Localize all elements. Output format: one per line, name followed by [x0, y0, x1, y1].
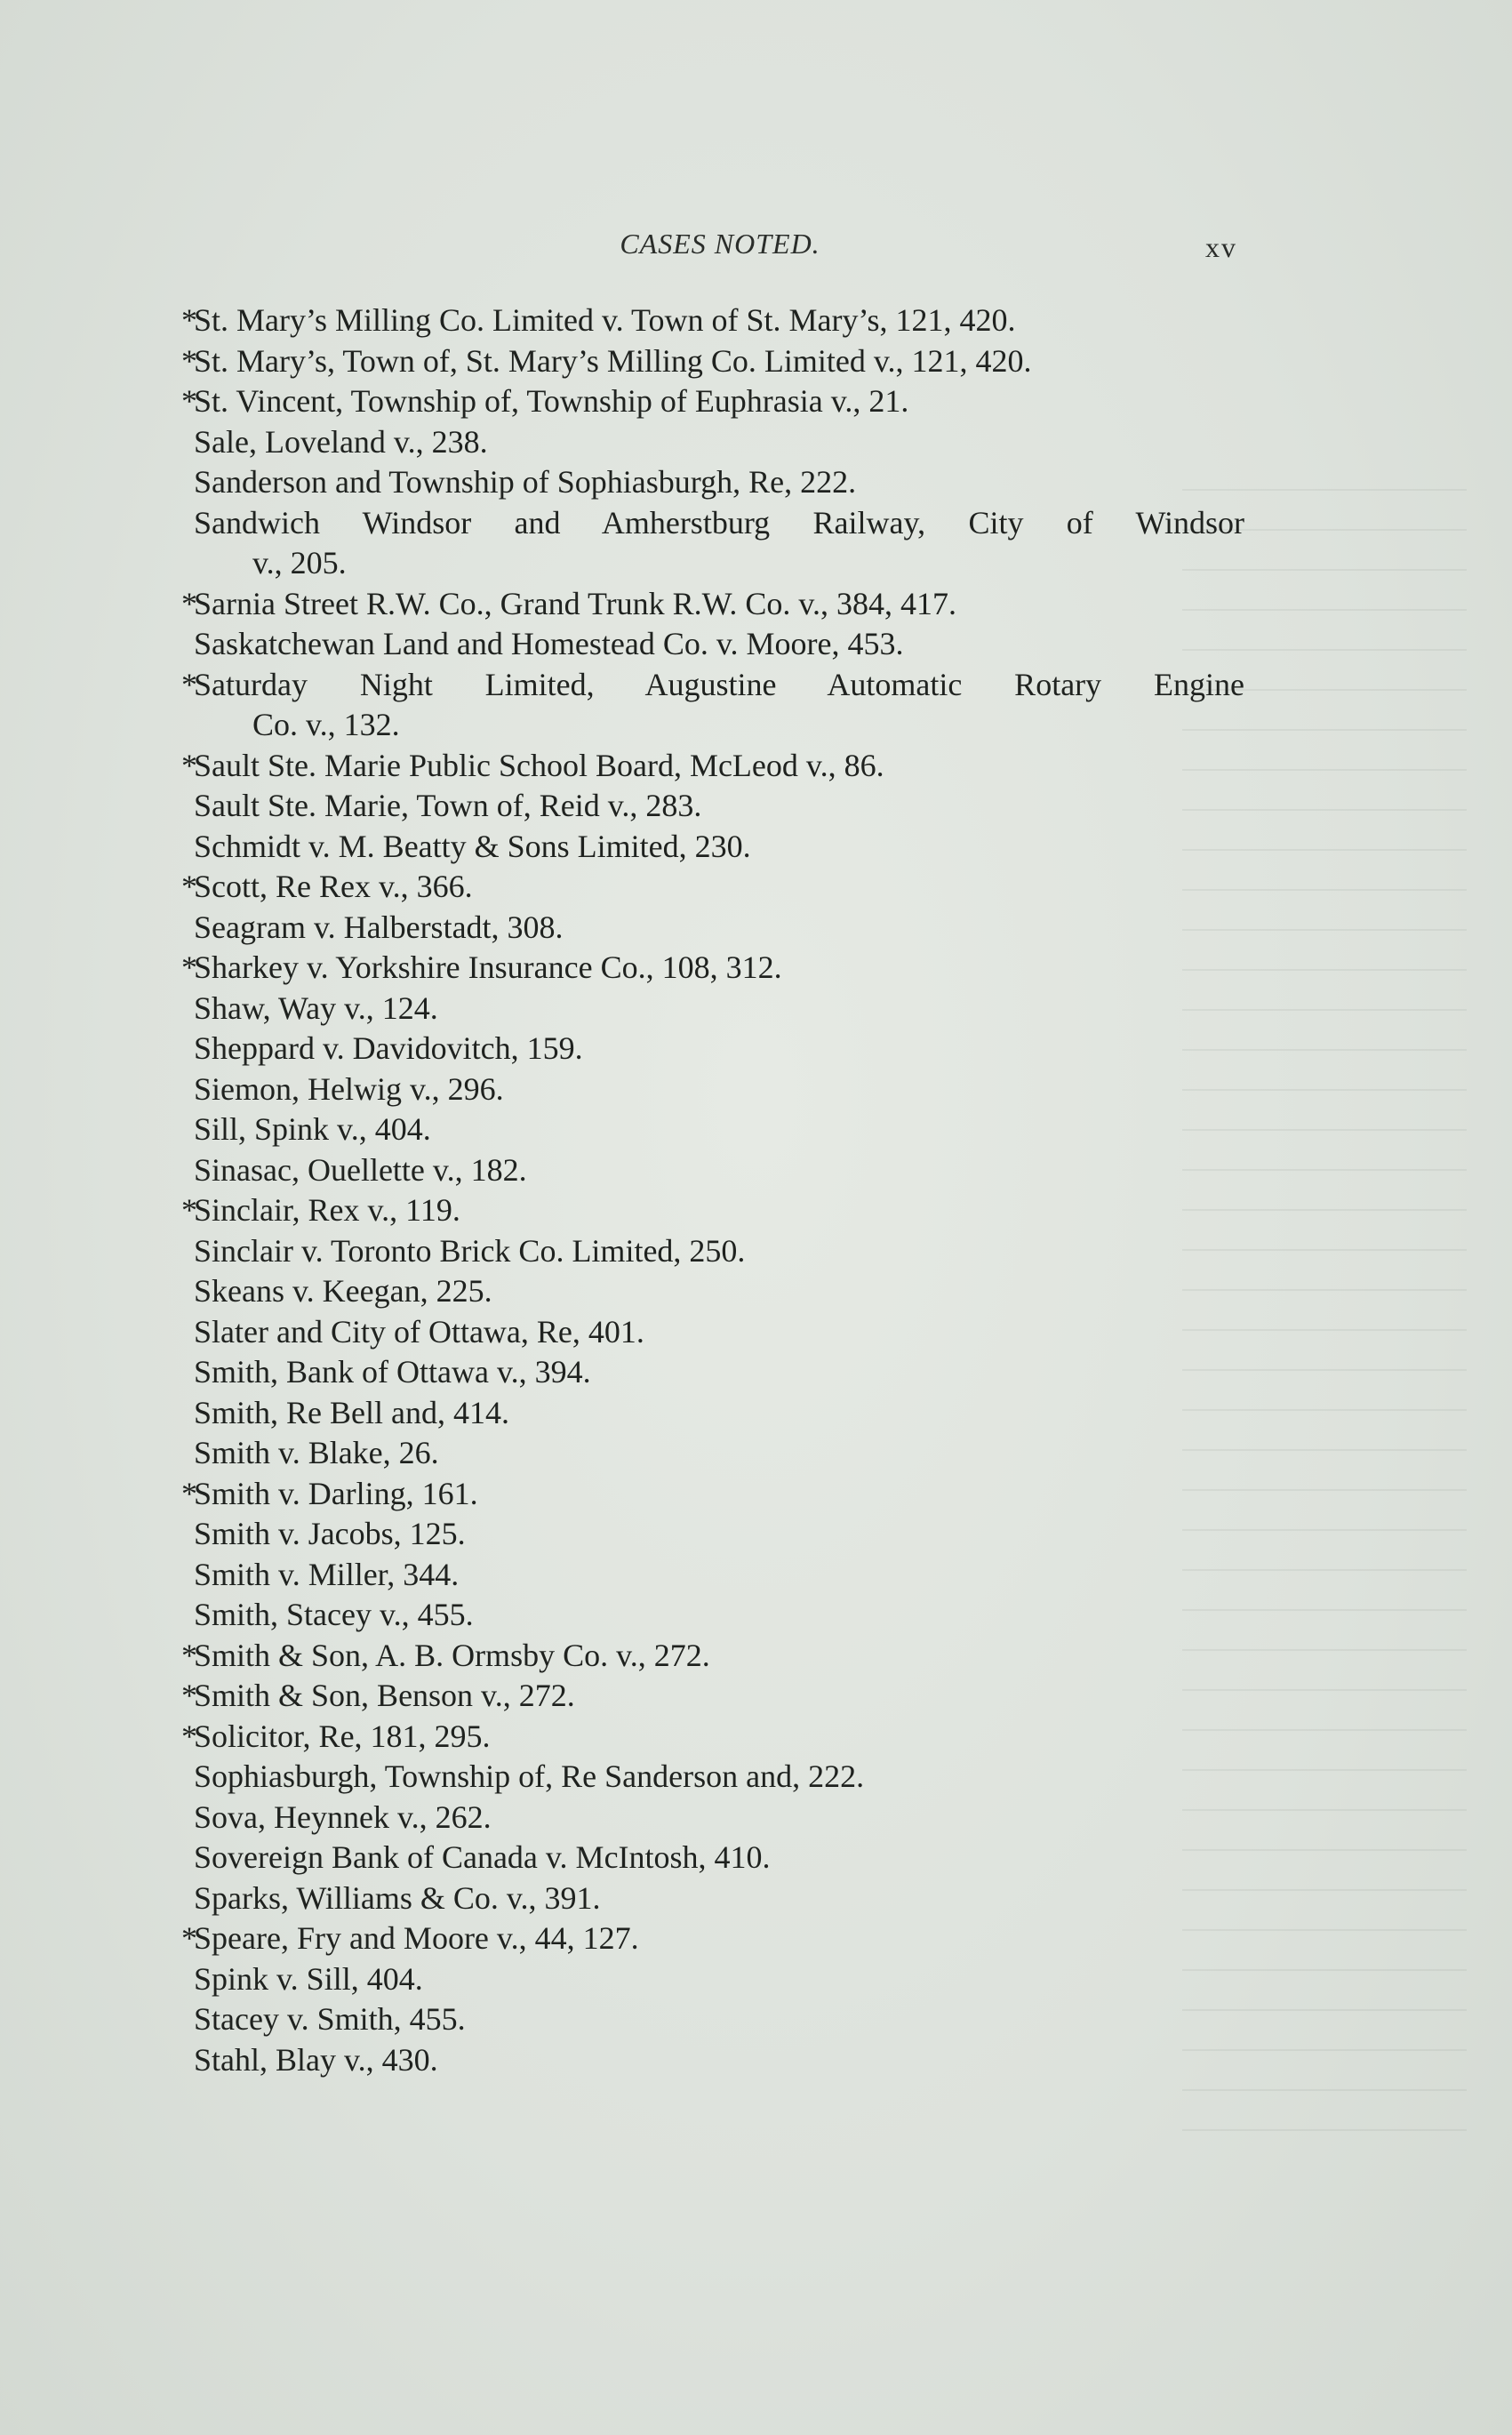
entry-text: Smith & Son, A. B. Ormsby Co. v., 272. — [194, 1637, 710, 1673]
case-entry — [0, 1636, 1512, 1677]
case-entry — [0, 341, 1512, 382]
case-entry — [0, 1312, 1512, 1353]
asterisk-mark: * — [181, 869, 197, 904]
case-entry — [0, 624, 1512, 665]
asterisk-mark: * — [181, 666, 197, 702]
case-entry — [0, 1069, 1512, 1110]
entry-text: Siemon, Helwig v., 296. — [194, 1070, 504, 1107]
case-entry — [0, 381, 1512, 422]
entry-text: Sophiasburgh, Township of, Re Sanderson and, 222. — [194, 1758, 865, 1794]
case-entry — [0, 1109, 1512, 1150]
entry-text: Sinasac, Ouellette v., 182. — [194, 1151, 527, 1188]
asterisk-mark: * — [181, 1475, 197, 1511]
case-entry — [0, 2040, 1512, 2081]
case-entry — [0, 1271, 1512, 1312]
entry-text: Smith, Stacey v., 455. — [194, 1597, 474, 1632]
entry-text: v., 205. — [252, 545, 347, 581]
case-entry — [0, 1595, 1512, 1636]
entry-text: Speare, Fry and Moore v., 44, 127. — [194, 1920, 639, 1956]
entry-text: Smith, Re Bell and, 414. — [194, 1394, 509, 1430]
case-entry — [0, 300, 1512, 341]
case-entry — [0, 1918, 1512, 1959]
case-list — [0, 300, 1512, 2080]
case-entry — [0, 422, 1512, 463]
entry-text: Skeans v. Keegan, 225. — [194, 1273, 492, 1309]
entry-text: Seagram v. Halberstadt, 308. — [194, 909, 564, 945]
entry-text: Sault Ste. Marie, Town of, Reid v., 283. — [194, 788, 702, 823]
case-entry — [0, 1231, 1512, 1272]
entry-text: Sarnia Street R.W. Co., Grand Trunk R.W. Co. v., 384, 417. — [194, 585, 957, 621]
entry-text: Schmidt v. M. Beatty & Sons Limited, 230. — [194, 828, 751, 864]
entry-text: Smith v. Miller, 344. — [194, 1556, 460, 1592]
case-entry — [0, 503, 1512, 544]
case-entry — [0, 746, 1512, 787]
entry-text: Sova, Heynnek v., 262. — [194, 1798, 492, 1835]
asterisk-mark: * — [181, 949, 197, 985]
entry-text: Sinclair, Rex v., 119. — [194, 1192, 460, 1228]
case-entry — [0, 1555, 1512, 1596]
case-entry — [0, 867, 1512, 908]
case-entry — [0, 786, 1512, 827]
case-entry — [0, 584, 1512, 625]
case-entry — [0, 1878, 1512, 1919]
case-entry — [0, 1474, 1512, 1515]
case-entry — [0, 1393, 1512, 1434]
asterisk-mark: * — [181, 747, 197, 783]
entry-text: Sale, Loveland v., 238. — [194, 423, 488, 460]
asterisk-mark: * — [181, 1192, 197, 1228]
entry-text: Sheppard v. Davidovitch, 159. — [194, 1030, 583, 1066]
case-entry — [0, 948, 1512, 989]
case-entry — [0, 827, 1512, 868]
case-entry — [0, 908, 1512, 949]
entry-text: St. Vincent, Township of, Township of Euphrasia v., 21. — [194, 383, 909, 419]
entry-text: Saskatchewan Land and Homestead Co. v. Moore, 453. — [194, 626, 904, 661]
entry-continuation — [0, 705, 1512, 746]
entry-text: Stacey v. Smith, 455. — [194, 2001, 466, 2037]
case-entry — [0, 1514, 1512, 1555]
page-header — [0, 228, 1512, 263]
case-entry — [0, 1999, 1512, 2040]
entry-text: Smith v. Jacobs, 125. — [194, 1516, 466, 1551]
entry-text: Sault Ste. Marie Public School Board, McLeod v., 86. — [194, 747, 884, 783]
entry-text: St. Mary’s, Town of, St. Mary’s Milling Co. Limited v., 121, 420. — [194, 342, 1032, 379]
entry-text: Smith v. Blake, 26. — [194, 1435, 439, 1470]
entry-text: Spink v. Sill, 404. — [194, 1960, 423, 1997]
asterisk-mark: * — [181, 1718, 197, 1754]
entry-text: Sharkey v. Yorkshire Insurance Co., 108, 312. — [194, 949, 782, 985]
entry-text: Stahl, Blay v., 430. — [194, 2041, 438, 2078]
asterisk-mark: * — [181, 342, 197, 379]
case-entry — [0, 1798, 1512, 1838]
entry-text: Sill, Spink v., 404. — [194, 1111, 431, 1147]
entry-text: Sanderson and Township of Sophiasburgh, Re, 222. — [194, 464, 857, 500]
entry-text: Slater and City of Ottawa, Re, 401. — [194, 1313, 644, 1350]
entry-text: Shaw, Way v., 124. — [194, 989, 438, 1026]
asterisk-mark: * — [181, 1637, 197, 1673]
case-entry — [0, 1190, 1512, 1231]
entry-text: Smith & Son, Benson v., 272. — [194, 1678, 575, 1713]
entry-text: Smith v. Darling, 161. — [194, 1475, 478, 1511]
entry-text: Saturday Night Limited, Augustine Automatic Rotary Engine — [194, 666, 1244, 702]
entry-text: Sparks, Williams & Co. v., 391. — [194, 1879, 601, 1916]
asterisk-mark: * — [181, 1678, 197, 1713]
entry-text: Solicitor, Re, 181, 295. — [194, 1718, 491, 1754]
case-entry — [0, 1433, 1512, 1474]
entry-continuation — [0, 543, 1512, 584]
case-entry — [0, 1959, 1512, 2000]
case-entry — [0, 1150, 1512, 1191]
case-entry — [0, 1838, 1512, 1878]
asterisk-mark: * — [181, 383, 197, 419]
case-entry — [0, 1352, 1512, 1393]
case-entry — [0, 989, 1512, 1029]
entry-text: Co. v., 132. — [252, 707, 400, 742]
case-entry — [0, 1717, 1512, 1758]
asterisk-mark: * — [181, 1920, 197, 1956]
entry-text: Sandwich Windsor and Amherstburg Railway, City of Windsor — [194, 504, 1244, 541]
case-entry — [0, 665, 1512, 706]
entry-text: Sovereign Bank of Canada v. McIntosh, 410. — [194, 1839, 771, 1875]
entry-text: Scott, Re Rex v., 366. — [194, 869, 473, 904]
case-entry — [0, 1029, 1512, 1069]
page-number: xv — [1205, 231, 1237, 263]
entry-text: Sinclair v. Toronto Brick Co. Limited, 250. — [194, 1232, 746, 1269]
running-head: CASES NOTED. — [620, 228, 820, 260]
entry-text: Smith, Bank of Ottawa v., 394. — [194, 1354, 591, 1390]
case-entry — [0, 462, 1512, 503]
entry-text: St. Mary’s Milling Co. Limited v. Town of St. Mary’s, 121, 420. — [194, 302, 1016, 338]
case-entry — [0, 1676, 1512, 1717]
asterisk-mark: * — [181, 585, 197, 621]
asterisk-mark: * — [181, 302, 197, 338]
case-entry — [0, 1757, 1512, 1798]
